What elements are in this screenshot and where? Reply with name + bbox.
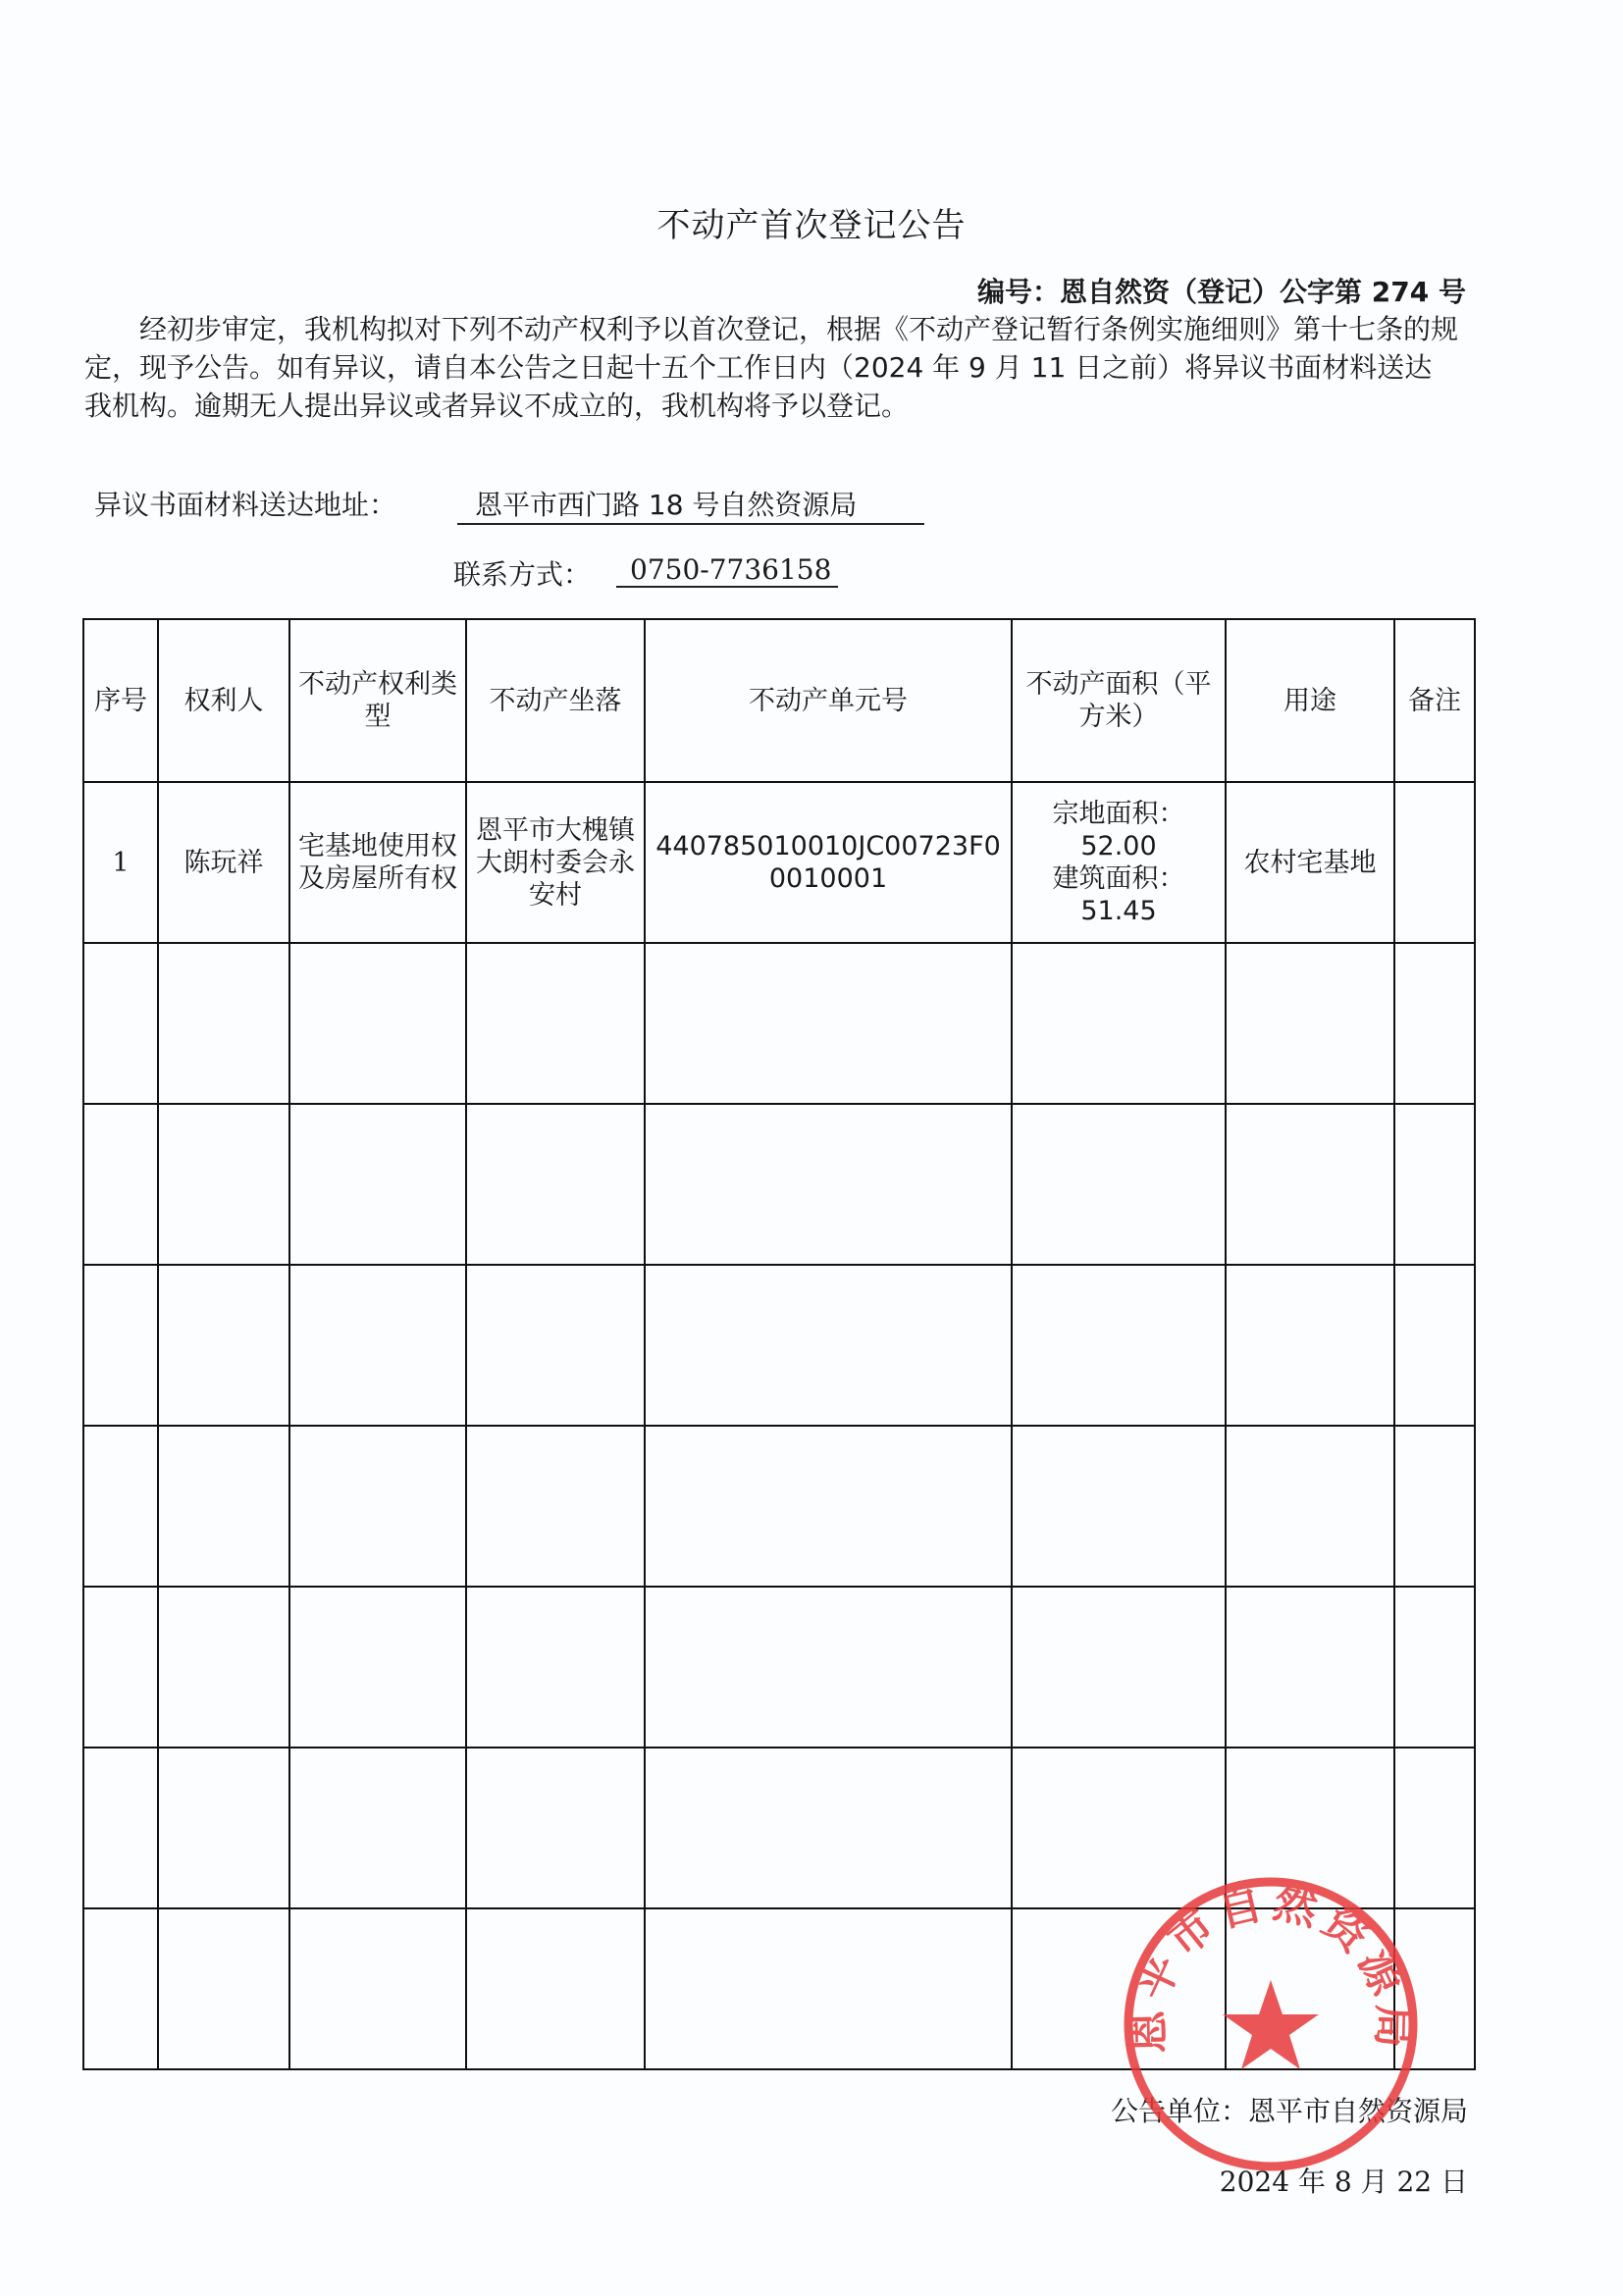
header-owner: 权利人 bbox=[158, 619, 289, 782]
address-label: 异议书面材料送达地址： bbox=[94, 489, 397, 521]
building-area: 建筑面积：51.45 bbox=[1052, 863, 1185, 926]
header-unit-number: 不动产单元号 bbox=[645, 619, 1012, 782]
table-row bbox=[83, 782, 1475, 943]
table-row-empty bbox=[83, 1587, 1475, 1748]
cell-area bbox=[1012, 782, 1226, 943]
issuing-unit: 公告单位：恩平市自然资源局 bbox=[1110, 2095, 1468, 2127]
table-row-empty bbox=[83, 943, 1475, 1104]
cell-usage: 农村宅基地 bbox=[1226, 782, 1394, 943]
cell-owner: 陈玩祥 bbox=[158, 782, 289, 943]
cell-unit-number: 440785010010JC00723F00010001 bbox=[645, 782, 1012, 943]
header-right-type: 不动产权利类型 bbox=[289, 619, 466, 782]
header-usage: 用途 bbox=[1226, 619, 1394, 782]
table-row-empty bbox=[83, 1104, 1475, 1265]
table-header-row bbox=[83, 619, 1475, 782]
table-row-empty bbox=[83, 1265, 1475, 1426]
address-value: 恩平市西门路 18 号自然资源局 bbox=[457, 484, 924, 525]
cell-location: 恩平市大槐镇大朗村委会永安村 bbox=[466, 782, 645, 943]
header-index: 序号 bbox=[83, 619, 158, 782]
cell-remark bbox=[1394, 782, 1475, 943]
contact-value: 0750-7736158 bbox=[616, 553, 838, 588]
official-seal-icon bbox=[1119, 1872, 1423, 2176]
document-number: 编号：恩自然资（登记）公字第 274 号 bbox=[977, 276, 1466, 308]
registration-table bbox=[82, 618, 1476, 2070]
contact-label: 联系方式： bbox=[453, 558, 592, 591]
header-area: 不动产面积（平方米） bbox=[1012, 619, 1226, 782]
notice-paragraph: 经初步审定，我机构拟对下列不动产权利予以首次登记，根据《不动产登记暂行条例实施细则》第十七条的规定，现予公告。如有异议，请自本公告之日起十五个工作日内（2024 年 9 月 11 日之前）将异议书面材料送达我机构。逾期无人提出异议或者异议不成立的，我机构将予以登记。 bbox=[84, 313, 1459, 422]
header-location: 不动产坐落 bbox=[466, 619, 645, 782]
page-title: 不动产首次登记公告 bbox=[656, 206, 967, 245]
cell-index: 1 bbox=[83, 782, 158, 943]
header-remark: 备注 bbox=[1394, 619, 1475, 782]
issue-date: 2024 年 8 月 22 日 bbox=[1219, 2166, 1468, 2198]
land-area: 宗地面积：52.00 bbox=[1052, 799, 1185, 861]
svg-text:恩平市自然资源局: 恩平市自然资源局 bbox=[1123, 1877, 1419, 2055]
table-row-empty bbox=[83, 1426, 1475, 1587]
cell-right-type: 宅基地使用权及房屋所有权 bbox=[289, 782, 466, 943]
